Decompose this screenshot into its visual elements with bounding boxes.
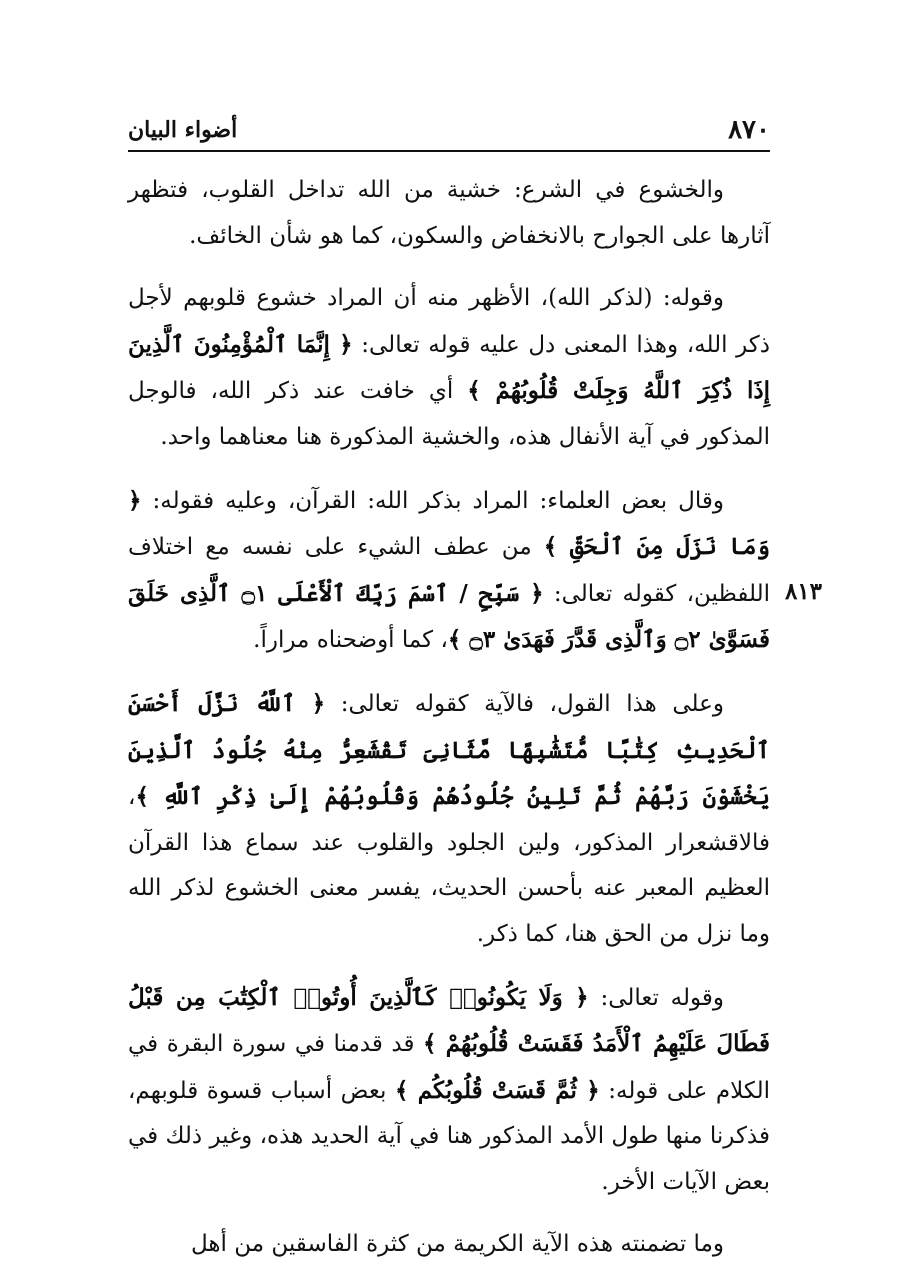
paragraph-4-text-1: وعلى هذا القول، فالآية كقوله تعالى: [325,690,724,717]
page-header [128,110,770,152]
quran-verse-baqara: ﴿ ثُمَّ قَسَتْ قُلُوبُكُم ﴾ [394,1076,600,1104]
margin-verse-number: ٨١٣ [784,577,822,605]
paragraph-3-text-3: ، كما أوضحناه مراراً. [253,627,448,654]
paragraph-2-text-2: أي خافت عند ذكر الله، فالوجل المذكور في آية الأنفال هذه، والخشية المذكورة هنا معناهما واحد. [128,378,770,450]
paragraph-2-text-1: وقوله: (لذكر الله)، الأظهر منه أن المراد خشوع قلوبهم لأجل ذكر الله، وهذا المعنى دل عليه قوله تعالى: [128,285,770,358]
paragraph-3-text-2: من عطف الشيء على نفسه مع اختلاف اللفظين، كقوله تعالى: [128,534,771,607]
paragraph-6: وما تضمنته هذه الآية الكريمة من كثرة الفاسقين من أهل [190,1231,724,1258]
paragraph-4-text-2: ، فالاقشعرار المذكور، ولين الجلود والقلوب عند سماع هذا القرآن العظيم المعبر عنه بأحسن الحديث، يفسر معنى الخشوع لذكر الله وما نزل من الحق هنا، كما ذكر. [128,784,770,947]
paragraph-5 [128,975,770,1206]
paragraph-3-text-1: وقال بعض العلماء: المراد بذكر الله: القرآن، وعليه فقوله: [141,487,724,514]
quran-verse-hadid: ﴿ وَلَا يَكُونُوا۟ كَٱلَّذِينَ أُوتُوا۟ ٱلْكِتَٰبَ مِن قَبْلُ فَطَالَ عَلَيْهِمُ ٱلْأَمَدُ فَقَسَتْ قُلُوبُهُمْ ﴾ [128,983,770,1058]
quran-verse-haqq: ﴿ وَمَا نَزَلَ مِنَ ٱلْحَقِّ ﴾ [128,486,770,561]
paragraph-3 [128,478,822,664]
paragraph-5-text-1: وقوله تعالى: [588,984,724,1011]
quran-verse-zumar: ﴿ ٱللَّهُ نَزَّلَ أَحْسَنَ ٱلْحَدِيثِ كِتَٰبًا مُّتَشَٰبِهًا مَّثَانِىَ تَقْشَعِرُّ مِنْهُ جُلُودُ ٱلَّذِينَ يَخْشَوْنَ رَبَّهُمْ ثُمَّ تَلِينُ جُلُودُهُمْ وَقُلُوبُهُمْ إِلَىٰ ذِكْرِ ٱللَّهِ ﴾ [128,689,770,811]
paragraph-1: والخشوع في الشرع: خشية من الله تداخل القلوب، فتظهر آثارها على الجوارح بالانخفاض والسكون، كما هو شأن الخائف. [128,177,770,249]
paragraph-2 [128,276,770,460]
page-body [128,168,822,1285]
paragraph-4 [128,681,770,958]
quran-verse-ala: ﴿ سَبِّحِ / ٱسْمَ رَبِّكَ ٱلْأَعْلَى ۝١ ٱلَّذِى خَلَقَ فَسَوَّىٰ ۝٢ وَٱلَّذِى قَدَّرَ فَهَدَىٰ ۝٣ ﴾ [128,579,770,654]
page-number: ٨٧٠ [728,115,770,145]
paragraph-5-text-2: قد قدمنا في سورة البقرة في الكلام على قوله: [128,1031,770,1104]
paragraph-5-text-3: بعض أسباب قسوة قلوبهم، فذكرنا منها طول الأمد المذكور هنا في آية الحديد هذه، وغير ذلك في بعض الآيات الأخر. [128,1077,770,1195]
quran-verse-anfal: ﴿ إِنَّمَا ٱلْمُؤْمِنُونَ ٱلَّذِينَ إِذَا ذُكِرَ ٱللَّهُ وَجِلَتْ قُلُوبُهُمْ ﴾ [128,330,771,405]
running-title: أضواء البيان [128,117,238,143]
